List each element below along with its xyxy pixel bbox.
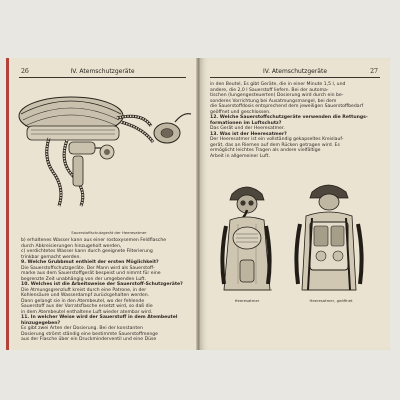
text-line: die Sauerstoffdosis entsprechend dem jeweiligen Sauerstoffbedarf	[210, 104, 364, 109]
text-line: begrenzte Zeit unabhängig von der umgebenden Luft.	[21, 276, 147, 282]
caption-heeresatmer-open: Heeresatmer, geöffnet	[309, 298, 353, 303]
text-line: b) erhaltenes Wasser kann aus einer rostoxysemen Feldflasche	[21, 238, 167, 243]
text-line: geöffnet und geschlossen.	[210, 109, 271, 115]
text-line: andere, die 2,0 l Sauerstoff liefern. Bei der automa-	[210, 87, 329, 93]
text-line: Dann gelangt sie in den Atembeutel, wo der fehlende	[21, 298, 145, 304]
right-body-text	[210, 82, 382, 159]
text-line: 13. Was ist der Heeresatmer?	[210, 131, 287, 137]
left-page	[6, 58, 196, 350]
text-line: durch Abkreisierungen hinzugeholt werden,	[21, 243, 122, 249]
text-line: Arbeit in allgemeiner Luft.	[210, 153, 270, 159]
text-line: formationen im Luftschutz?	[210, 120, 282, 126]
text-line: Kohlensäure und Wasserdampf zurückgehalten werden.	[21, 293, 150, 298]
text-line: aus der Flasche über ein Druckminderventil und eine Düse	[21, 337, 157, 342]
text-line: 9. Welche Grubbmut enthielt der ersten Möglichkeit?	[21, 260, 159, 265]
text-line: tischen (lungengesteuerten) Dosierung wird durch ein be-	[210, 93, 344, 98]
text-line: Die Sauerstoffschutzgeräte. Der Mann wird als Sauerstoff-	[21, 265, 155, 271]
running-title: IV. Atemschutzgeräte	[262, 68, 328, 75]
caption-heeresatmer: Heeresatmer	[234, 298, 260, 303]
breathing-apparatus-illustration	[9, 78, 199, 228]
text-line: ermöglicht leichtes Tragen als andere vielfältige	[210, 148, 321, 153]
soldier-front-figure	[222, 187, 272, 290]
text-line: Das Gerät und der Heeresatmer.	[210, 126, 285, 131]
page-number: 26	[21, 68, 29, 75]
text-line: Die Atmungsgrenzluft kreist durch eine Patrone, in der	[21, 287, 147, 293]
text-line: trinkbar gemacht werden.	[21, 254, 81, 260]
text-line: 11. In welcher Weise wird der Sauerstoff in dem Atembeutel	[21, 315, 178, 320]
right-page-header	[210, 68, 380, 78]
text-line: Der Heeresatmer ist ein vollständig gekapseltes Kreislauf-	[210, 137, 344, 142]
page-number: 27	[370, 68, 378, 75]
left-page-header	[19, 68, 186, 78]
soldiers-with-apparatus-illustration	[200, 168, 390, 348]
left-body-text	[21, 238, 188, 343]
text-line: in den Beutel, Es gibt Geräte, die in einer Minute 1,5 l, und	[210, 82, 346, 87]
text-line: gerät, das an Riemen auf dem Rücken getragen wird. Es	[210, 142, 340, 148]
text-line: hinzugegeben?	[21, 320, 61, 326]
text-line: c) verdichtetes Wasser kann durch geeignete Filterierung	[21, 249, 153, 254]
text-line: marke aus dem Sauerstoffgerät bespeist und nimmt für eine	[21, 271, 161, 276]
right-page	[200, 58, 390, 350]
text-line: Sauerstoff aus der Vorratsflasche ersetzt wird, so daß die	[21, 304, 153, 309]
text-line: 12. Welche Sauerstoffschutzgeräte verwenden die Rettungs-	[210, 115, 368, 120]
running-title: IV. Atemschutzgeräte	[70, 68, 135, 75]
header-rule	[210, 77, 380, 78]
soldier-back-figure	[296, 185, 361, 290]
text-line: sonderes Vorrichtung bei Ausatmungsmangel, bei dem	[210, 98, 337, 104]
text-line: 10. Welches ist die Arbeitsweise der Sauerstoff-Schutzgeräte?	[21, 282, 183, 287]
text-line: Dosierung strömt ständig eine bestimmte Sauerstoffmenge	[21, 331, 158, 337]
figure-caption: Sauerstoffschutzgerät der Heeresatmer	[71, 230, 147, 235]
text-line: in dem Atembeutel enthaltene Luft wieder atembar wird.	[21, 309, 153, 315]
text-line: Es gibt zwei Arten der Dosierung. Bei der konstanten	[21, 326, 143, 331]
